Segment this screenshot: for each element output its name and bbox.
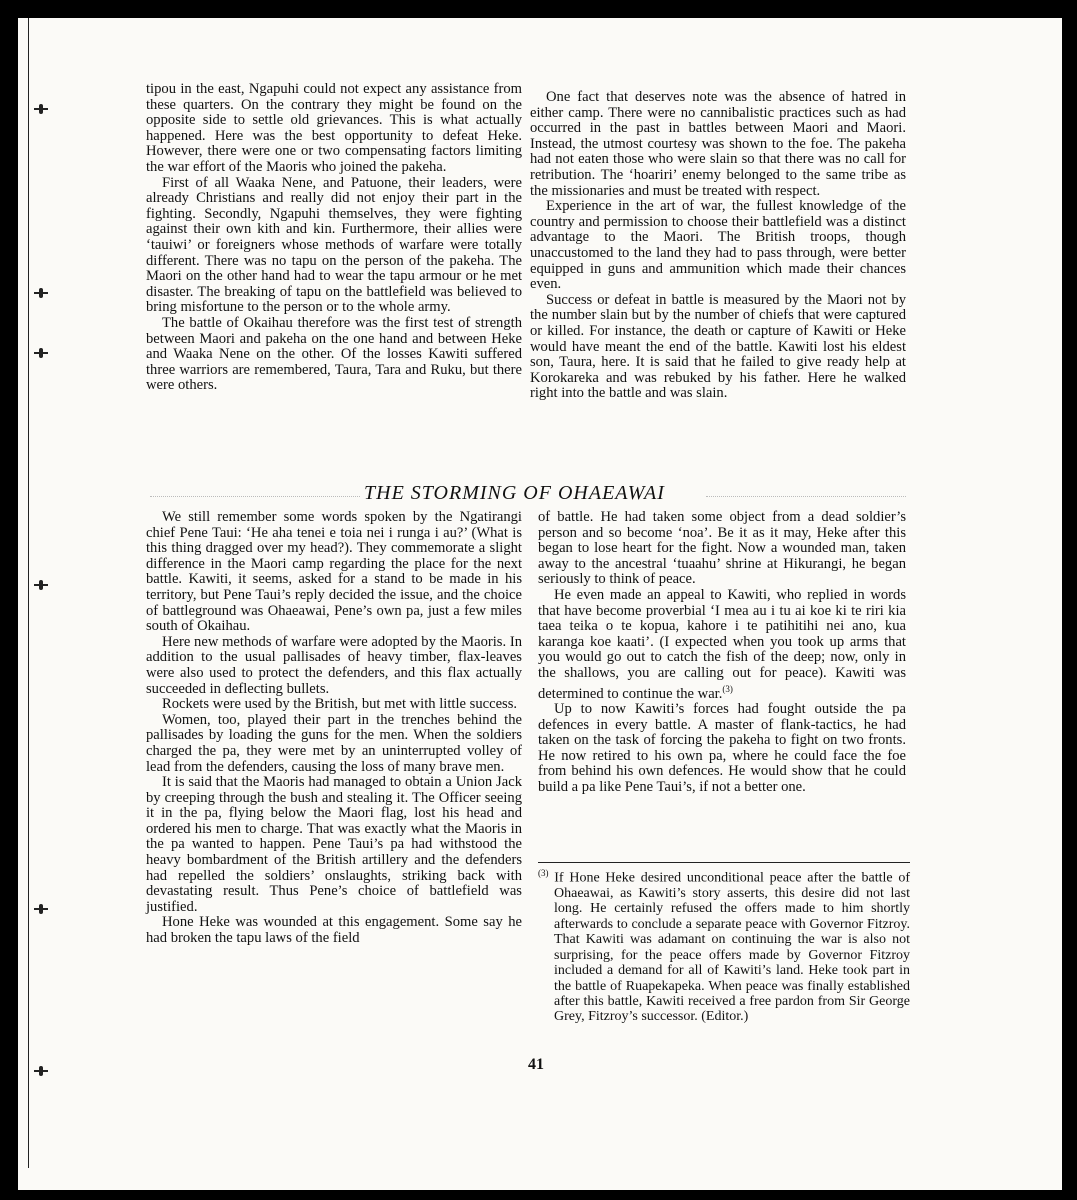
paragraph: Women, too, played their part in the trenches behind the pallisades by loading the guns for the men. When the soldiers charged the pa, they were met by an uninterrupted volley of lead from the defenders, causing the loss of many brave men. bbox=[146, 711, 522, 775]
binding-mark bbox=[34, 348, 48, 358]
footnote-reference: (3) bbox=[722, 683, 733, 694]
binding-mark bbox=[34, 1066, 48, 1076]
binding-edge bbox=[28, 18, 29, 1168]
paragraph: tipou in the east, Ngapuhi could not expect any assistance from these quarters. On the contrary they might be found on the opposite side to settle old grievances. This is what actually happened. Here was the best opportunity to defeat Heke. However, there were one or two compensating factors limiting the war effort of the Maoris who joined the pakeha. bbox=[146, 81, 522, 175]
binding-mark bbox=[34, 580, 48, 590]
binding-mark bbox=[34, 904, 48, 914]
paragraph: It is said that the Maoris had managed to obtain a Union Jack by creeping through the bush and stealing it. The Officer seeing it in the pa, flying below the Maori flag, lost his head and ordered his men to charge. That was exactly what the Maoris in the pa wanted to happen. Pene Taui’s pa had withstood the heavy bombardment of the British artillery and the defenders had repelled the soldiers’ onslaughts, striking back with devastating result. Thus Pene’s choice of battlefield was justified. bbox=[146, 774, 522, 915]
paragraph: We still remember some words spoken by the Ngatirangi chief Pene Taui: ‘He aha tenei e toia nei i runga i au?’ (What is this thing dragged over my head?). They commemorate a slight difference in the Maori camp regarding the place for the next battle. Kawiti, it seems, asked for a stand to be made in his territory, but Pene Taui’s reply decided the issue, and the choice of battleground was Ohaeawai, Pene’s own pa, just a few miles south of Okaihau. bbox=[146, 509, 522, 635]
column-right-bottom bbox=[538, 510, 906, 796]
page-number: 41 bbox=[528, 1056, 544, 1073]
footnote-text: If Hone Heke desired unconditional peace after the battle of Ohaeawai, as Kawiti’s story asserts, this desire did not last long. He certainly refused the offers made to him shortly afterwards to conclude a separate peace with Governor Fitzroy. That Kawiti was adamant on continuing the war is also not surprising, for the peace offers made by Governor Fitzroy included a demand for all of Kawiti’s land. Heke took part in the battle of Ruapekapeka. When peace was finally established after this battle, Kawiti received a free pardon from Sir George Grey, Fitzroy’s successor. (Editor.) bbox=[554, 870, 911, 1025]
column-left-bottom bbox=[146, 510, 522, 947]
paragraph: Hone Heke was wounded at this engagement. Some say he had broken the tapu laws of the field bbox=[146, 914, 522, 947]
paragraph: Success or defeat in battle is measured by the Maori not by the number slain but by the number of chiefs that were captured or killed. For instance, the death or capture of Kawiti or Heke would have meant the end of the battle. Kawiti lost his eldest son, Taura, here. It is said that he failed to give ready help at Korokareka and was rebuked by his father. Here he walked right into the battle and was slain. bbox=[530, 291, 906, 402]
paragraph: of battle. He had taken some object from a dead soldier’s person and so become ‘noa’. Be it as it may, Heke after this began to lose heart for the fight. Now a wounded man, taken away to the ancestral ‘tuaahu’ shrine at Hikurangi, he began seriously to think of peace. bbox=[538, 509, 906, 588]
paragraph: Experience in the art of war, the fullest knowledge of the country and permission to choose their battlefield was a distinct advantage to the Maori. The British troops, though unaccustomed to the land they had to pass through, were better equipped in guns and ammunition which made their chances even. bbox=[530, 198, 906, 293]
paragraph: Up to now Kawiti’s forces had fought outside the pa defences in every battle. A master of flank-tactics, he had taken on the task of forcing the pakeha to fight on two fronts. He now retired to his own pa, where he could face the foe from behind his own defences. He would show that he could build a pa like Pene Taui’s, if not a better one. bbox=[538, 700, 906, 795]
paragraph: The battle of Okaihau therefore was the first test of strength between Maori and pakeha on the one hand and between Heke and Waaka Nene on the other. Of the losses Kawiti suffered three warriors are remembered, Taura, Tara and Ruku, but there were others. bbox=[146, 314, 522, 394]
paragraph bbox=[538, 588, 906, 702]
binding-mark bbox=[34, 288, 48, 298]
footnote bbox=[538, 866, 910, 1025]
section-title: THE STORMING OF OHAEAWAI bbox=[364, 482, 665, 504]
footnote-divider bbox=[538, 862, 910, 863]
title-rule bbox=[150, 496, 360, 497]
binding-mark bbox=[34, 104, 48, 114]
paragraph: First of all Waaka Nene, and Patuone, their leaders, were already Christians and really did not enjoy their part in the fighting. Secondly, Ngapuhi themselves, they were fighting against their own kith and kin. Furthermore, their allies were ‘tauiwi’ or foreigners whose methods of warfare were totally different. There was no tapu on the person of the pakeha. The Maori on the other hand had to wear the tapu armour or he met disaster. The breaking of tapu on the battlefield was believed to bring misfortune to the person or to the whole army. bbox=[146, 174, 522, 316]
column-right-top bbox=[530, 90, 906, 402]
footnote-paragraph bbox=[538, 866, 910, 1025]
column-left-top bbox=[146, 82, 522, 394]
footnote-marker: (3) bbox=[538, 868, 549, 878]
title-rule bbox=[706, 496, 906, 497]
paragraph: Here new methods of warfare were adopted by the Maoris. In addition to the usual pallisades of heavy timber, flax-leaves were also used to protect the defenders, and this flax actually succeeded in deflecting bullets. bbox=[146, 633, 522, 697]
paragraph: Rockets were used by the British, but met with little success. bbox=[162, 696, 518, 713]
paragraph-text: He even made an appeal to Kawiti, who replied in words that have become proverbial ‘I mea au i tu ai koe ki te riri kia taea teika o te kopua, kahore i te patihitihi nei ano, kua karanga koe kaati’. (I expected when you took up arms that you would go out to catch the fish of the deep; now, only in the shallows, you are calling out for peace). Kawiti was determined to continue the war. bbox=[538, 586, 906, 702]
paragraph: One fact that deserves note was the absence of hatred in either camp. There were no cannibalistic practices such as had occurred in the past in battles between Maori and Maori. Instead, the utmost courtesy was shown to the foe. The pakeha had not eaten those who were slain so that there was no call for retribution. The ‘hoariri’ enemy belonged to the same tribe as the missionaries and must be treated with respect. bbox=[530, 89, 906, 199]
